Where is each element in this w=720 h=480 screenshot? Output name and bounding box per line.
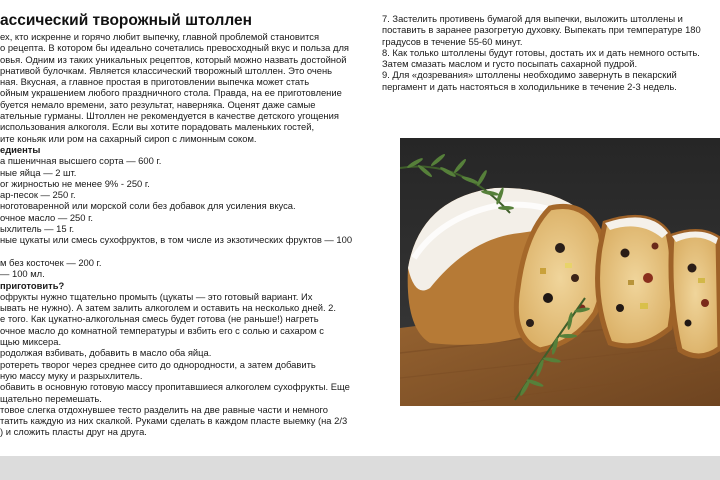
step-line: ротереть творог через среднее сито до однородности, а затем добавить [0, 358, 316, 370]
step-line: ) и сложить пласты друг на друга. [0, 426, 147, 438]
intro-line: о рецепта. В котором бы идеально сочетались превосходный вкус и польза для [0, 42, 350, 54]
step-line: офрукты нужно тщательно промыть (цукаты — это готовый вариант. Их [0, 290, 313, 302]
step-line: щательно перемешать. [0, 392, 102, 404]
step-line: татить каждую из них скалкой. Руками сделать в каждом пласте выемку (на 2/3 [0, 415, 348, 427]
ingredient-item: ные яйца — 2 шт. [0, 166, 77, 178]
step-line: ную массу муку и разрыхлитель. [0, 369, 143, 381]
ingredients-heading: едиенты [0, 143, 41, 155]
intro-line: использования алкоголя. Если вы хотите порадовать маленьких гостей, [0, 121, 315, 133]
step-line: очное масло до комнатной температуры и взбить его с солью и сахаром с [0, 324, 324, 336]
intro-line: буется немало времени, зато результат, наверняка. Оценят даже самые [0, 98, 316, 110]
intro-line: овья. Одним из таких уникальных рецептов, который можно назвать достойной [0, 53, 347, 65]
step-line: Затем смазать маслом и густо посыпать сахарной пудрой. [382, 58, 638, 70]
left-column [0, 12, 376, 438]
intro-paragraph [0, 31, 376, 144]
ingredient-item: а пшеничная высшего сорта — 600 г. [0, 155, 162, 167]
ingredient-item: очное масло — 250 г. [0, 211, 93, 223]
step-line: товое слегка отдохнувшее тесто разделить на две равные части и немного [0, 403, 328, 415]
ingredient-item: ные цукаты или смесь сухофруктов, в том числе из экзотических фруктов — 100 [0, 234, 353, 246]
intro-line: ех, кто искренне и горячо любит выпечку, главной проблемой становится [0, 31, 320, 42]
step-line: родолжая взбивать, добавить в масло оба яйца. [0, 347, 212, 359]
ingredient-item: м без косточек — 200 г. [0, 256, 102, 268]
step-line: поставить в заранее разогретую духовку. Выпекать при температуре 180 [382, 24, 701, 36]
intro-line: рнативой булочкам. Является классический творожный штоллен. Это очень [0, 64, 333, 76]
ingredient-item: ог жирностью не менее 9% - 250 г. [0, 177, 150, 189]
ingredient-item: — 100 мл. [0, 268, 45, 280]
step-line: ывать не нужно). А затем залить алкоголем и оставить на несколько дней. 2. [0, 302, 336, 314]
step-line: е того. Как цукатно-алкогольная смесь будет готова (не раньше!) нагреть [0, 313, 319, 325]
stollen-photo [400, 138, 720, 406]
step-line: обавить в основную готовую массу пропитавшиеся алкоголем сухофрукты. Еще [0, 381, 350, 393]
intro-line: ательные гурманы. Штоллен не рекомендуется в качестве детского угощения [0, 110, 339, 122]
ingredients-list [0, 155, 376, 279]
recipe-title: ассический творожный штоллен [0, 12, 252, 29]
stollen-illustration [400, 138, 720, 406]
ingredient-item: ыхлитель — 15 г. [0, 223, 75, 235]
step-line: 8. Как только штоллены будут готовы, достать их и дать немного остыть. [382, 46, 700, 58]
ingredient-item: ноготоваренной или морской соли без добавок для усиления вкуса. [0, 200, 296, 212]
step-line: щью миксера. [0, 336, 62, 348]
step-line: градусов в течение 55-60 минут. [382, 35, 523, 47]
step-line: 9. Для «дозревания» штоллены необходимо завернуть в пекарский [382, 69, 677, 81]
intro-line: ите коньяк или ром на сахарный сироп с лимонным соком. [0, 132, 257, 144]
steps-heading: приготовить? [0, 279, 65, 291]
ingredient-item [0, 246, 376, 257]
step-line: пергамент и дать настояться в холодильнике в течение 2-3 недель. [382, 80, 677, 92]
steps-list-left [0, 291, 376, 438]
step-line: 7. Застелить противень бумагой для выпечки, выложить штоллены и [382, 13, 683, 24]
intro-line: ойным украшением любого праздничного стола. Правда, на ее приготовление [0, 87, 342, 99]
ingredient-item: ар-песок — 250 г. [0, 189, 76, 201]
intro-line: ная. Вкусная, а главное простая в приготовлении выпечка может стать [0, 76, 310, 88]
viewer-bottom-bar [0, 456, 720, 480]
right-column [382, 13, 720, 92]
